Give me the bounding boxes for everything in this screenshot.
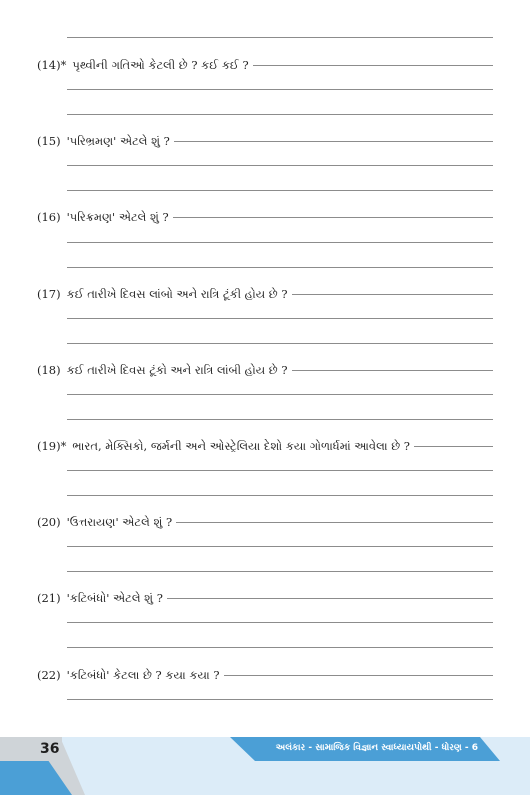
question-text: 'ઉત્તરાયણ' એટલે શું ? [66, 515, 173, 529]
answer-line [67, 546, 493, 547]
answer-line [67, 394, 493, 395]
question-text: 'કટિબંધો' એટલે શું ? [66, 591, 163, 605]
answer-line [67, 242, 493, 243]
answer-line [67, 190, 493, 191]
question-text: પૃથ્વીની ગતિઓ કેટલી છે ? કઈ કઈ ? [72, 58, 249, 72]
question-number: (17) [37, 287, 61, 301]
question-16 [37, 210, 173, 224]
answer-line [67, 114, 493, 115]
question-number: (18) [37, 363, 61, 377]
answer-line [67, 647, 493, 648]
question-18 [37, 363, 292, 377]
footer-band-graphic [0, 731, 530, 795]
question-number: (14)* [37, 58, 67, 72]
question-15 [37, 134, 174, 148]
answer-line [67, 622, 493, 623]
question-text: 'પરિક્રમણ' એટલે શું ? [66, 210, 169, 224]
question-14 [37, 58, 253, 72]
answer-line [67, 318, 493, 319]
answer-line [67, 571, 493, 572]
question-20 [37, 515, 176, 529]
question-text: ભારત, મેક્સિકો, જર્મની અને ઓસ્ટ્રેલિયા દેશો કયા ગોળાર્ધમાં આવેલા છે ? [72, 439, 410, 453]
question-number: (21) [37, 591, 61, 605]
question-text: 'પરિભ્રમણ' એટલે શું ? [66, 134, 170, 148]
question-21 [37, 591, 167, 605]
answer-line [67, 89, 493, 90]
question-number: (16) [37, 210, 61, 224]
answer-line [67, 699, 493, 700]
footer-title: અલંકાર - સામાજિક વિજ્ઞાન સ્વાધ્યાયપોથી - ધોરણ - 6 [275, 743, 478, 753]
question-number: (20) [37, 515, 61, 529]
answer-line [67, 165, 493, 166]
answer-line [67, 495, 493, 496]
question-text: કઈ તારીખે દિવસ ટૂંકો અને રાત્રિ લાંબી હોય છે ? [66, 363, 288, 377]
question-19 [37, 439, 414, 453]
page-number: 36 [40, 741, 60, 757]
question-17 [37, 287, 292, 301]
answer-line [67, 419, 493, 420]
answer-line [67, 37, 493, 38]
question-number: (22) [37, 668, 61, 682]
answer-line [67, 343, 493, 344]
question-text: 'કટિબંધો' કેટલા છે ? કયા કયા ? [66, 668, 220, 682]
answer-line [67, 267, 493, 268]
question-number: (19)* [37, 439, 67, 453]
question-text: કઈ તારીખે દિવસ લાંબો અને રાત્રિ ટૂંકી હોય છે ? [66, 287, 288, 301]
question-number: (15) [37, 134, 61, 148]
answer-line [67, 470, 493, 471]
page-footer [0, 731, 530, 795]
question-22 [37, 668, 224, 682]
